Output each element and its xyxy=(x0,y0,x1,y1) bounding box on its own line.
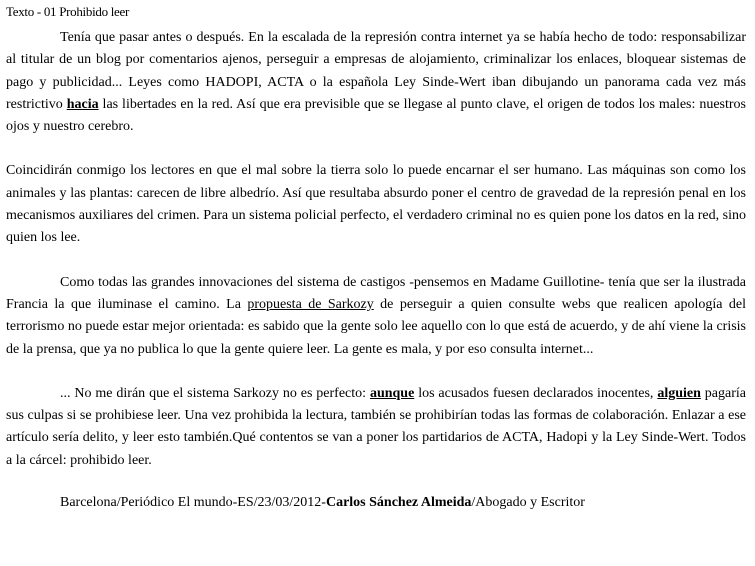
paragraph-1-text-b: las libertades en la red. Así que era previsible que se llegase al punto clave, el origen de todos los males: nuestros ojos y nuestro cerebro. xyxy=(6,96,747,135)
signature-source: Barcelona/Periódico El mundo-ES/23/03/2012- xyxy=(60,495,326,511)
keyword-hacia: hacia xyxy=(66,96,99,112)
document-title: Texto - 01 Prohibido leer xyxy=(6,4,130,19)
paragraph-4-text-a: ... No me dirán que el sistema Sarkozy no es perfecto: xyxy=(60,385,370,401)
keyword-aunque: aunque xyxy=(369,385,415,401)
paragraph-1-text-a: Tenía que pasar antes o después. En la escalada de la represión contra internet ya se había hecho de todo: responsabilizar al titular de un blog por comentarios ajenos, perseguir a empresas de alojamiento, criminalizar los enlaces, bloquear sistemas de pago y publicidad... Leyes como HADOPI, ACTA o la española Ley Sinde-Wert iban dibujando un panorama cada vez más restrictivo xyxy=(6,30,746,112)
paragraph-3-text-b: de perseguir a quien consulte webs que realicen apología del terrorismo no puede estar mejor orientada: es sabido que la gente solo lee aquello con lo que está de acuerdo, y de ahí viene la crisis de la prensa, que ya no publica lo que la gente quiere leer. La gente es mala, y por eso consulta internet... xyxy=(6,296,746,357)
paragraph-spacer xyxy=(6,250,746,272)
paragraph-4-text-c: pagaría sus culpas si se prohibiese leer. Una vez prohibida la lectura, también se prohibirían todas las formas de colaboración. Enlazar a ese artículo sería delito, y leer esto también.Qué contentos se van a poner los partidarios de ACTA, Hadopi y la Ley Sinde-Wert. Todos a la cárcel: prohibido leer. xyxy=(6,385,746,468)
signature-author: Carlos Sánchez Almeida xyxy=(325,495,472,511)
paragraph-3 xyxy=(6,272,746,361)
paragraph-spacer xyxy=(6,138,746,160)
paragraph-spacer xyxy=(6,361,746,383)
propuesta-de-sarkozy-link[interactable]: propuesta de Sarkozy xyxy=(247,296,374,312)
paragraph-2: Coincidirán conmigo los lectores en que el mal sobre la tierra solo lo puede encarnar el ser humano. Las máquinas son como los animales y las plantas: carecen de libre albedrío. Así que resultaba absurdo poner el centro de gravedad de la represión penal en los mecanismos auxiliares del crimen. Para un sistema policial perfecto, el verdadero criminal no es quien pone los datos en la red, sino quien los lee. xyxy=(6,163,746,246)
signature-role: /Abogado y Escritor xyxy=(471,495,585,511)
paragraph-3-text-a: Como todas las grandes innovaciones del sistema de castigos -pensemos en Madame Guillotine- tenía que ser la ilustrada Francia la que iluminase el camino. La xyxy=(6,274,746,312)
paragraph-4-text-b: los acusados fuesen declarados inocentes, xyxy=(414,385,658,401)
document-page xyxy=(6,4,746,514)
paragraph-4 xyxy=(6,383,746,472)
keyword-alguien: alguien xyxy=(657,385,701,401)
paragraph-1 xyxy=(6,27,746,138)
paragraph-spacer xyxy=(6,472,746,492)
signature-line xyxy=(6,492,746,514)
